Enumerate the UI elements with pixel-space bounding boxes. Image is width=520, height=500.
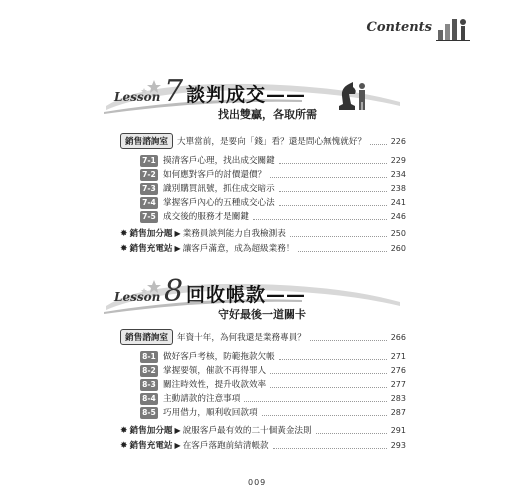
bonus-text: 讓客戶滿意，成為超級業務！ — [182, 244, 295, 254]
page-ref: 266 — [390, 332, 406, 342]
section-title: 掌握客戶內心的五種成交心法 — [163, 197, 275, 208]
intro-text: 年資十年，為何我還是業務專員？ — [176, 333, 306, 343]
dot-leader — [270, 387, 387, 388]
section-row[interactable] — [140, 195, 406, 209]
page-ref: 229 — [390, 155, 406, 165]
burst-icon: ✸ — [120, 244, 128, 254]
burst-icon: ✸ — [120, 441, 128, 451]
dot-leader — [279, 359, 387, 360]
dot-leader — [290, 236, 387, 237]
lesson-subtitle: 守好最後一道關卡 — [218, 308, 306, 321]
bonus-row[interactable] — [120, 226, 406, 240]
section-title: 做好客戶考核，防範拖款欠帳 — [163, 351, 275, 362]
lesson-8-banner — [110, 276, 410, 320]
triangle-arrow-icon: ▶ — [174, 229, 181, 238]
section-row[interactable] — [140, 167, 406, 181]
section-row[interactable] — [140, 363, 406, 377]
section-title: 摸清客戶心理，找出成交關鍵 — [163, 155, 275, 166]
burst-icon: ✸ — [120, 229, 128, 239]
dot-leader — [244, 401, 386, 402]
bonus-text: 業務員談判能力自我檢測表 — [182, 229, 286, 239]
bonus-tag: 銷售充電站 — [129, 244, 173, 254]
section-title: 關注時效性，提升收款效率 — [163, 379, 267, 390]
section-title: 如何應對客戶的討價還價？ — [163, 169, 267, 180]
triangle-arrow-icon: ▶ — [174, 441, 181, 450]
section-title: 成交後的服務才是關鍵 — [163, 211, 249, 222]
lesson-7-banner — [110, 76, 410, 120]
section-title: 掌握要領，催款不再得罪人 — [163, 365, 267, 376]
section-row[interactable] — [140, 405, 406, 419]
section-number: 8-4 — [140, 393, 158, 405]
intro-row[interactable] — [120, 134, 406, 148]
page-ref: 226 — [390, 136, 406, 146]
section-number: 8-1 — [140, 351, 158, 363]
page-ref: 277 — [390, 379, 406, 389]
bonus-row[interactable] — [120, 423, 406, 437]
dot-leader — [270, 177, 387, 178]
lesson-number: 7 — [164, 74, 184, 109]
page-ref: 234 — [390, 169, 406, 179]
section-number: 7-1 — [140, 155, 158, 167]
section-number: 7-3 — [140, 183, 158, 195]
bonus-text: 在客戶落跑前結清帳款 — [182, 441, 269, 451]
lesson-number: 8 — [164, 274, 184, 309]
burst-icon: ✸ — [120, 426, 128, 436]
lesson-word: Lesson — [114, 90, 161, 104]
chess-knight-businessman-icon — [335, 78, 369, 112]
dot-leader — [279, 205, 387, 206]
page-ref: 293 — [390, 440, 406, 450]
dot-leader — [310, 340, 387, 341]
dot-leader — [262, 415, 387, 416]
page-ref: 241 — [390, 197, 406, 207]
section-row[interactable] — [140, 153, 406, 167]
page-ref: 276 — [390, 365, 406, 375]
bonus-tag: 銷售加分題 — [129, 426, 173, 436]
section-row[interactable] — [140, 391, 406, 405]
lesson-subtitle: 找出雙贏，各取所需 — [218, 108, 317, 121]
lesson-title: 談判成交—— — [186, 84, 307, 106]
dot-leader — [253, 219, 387, 220]
section-number: 8-3 — [140, 379, 158, 391]
page-number: 009 — [248, 478, 267, 487]
dot-leader — [279, 163, 387, 164]
dot-leader — [370, 144, 387, 145]
bar-chart-people-icon — [436, 14, 470, 42]
section-number: 7-2 — [140, 169, 158, 181]
intro-row[interactable] — [120, 330, 406, 344]
bonus-row[interactable] — [120, 438, 406, 452]
triangle-arrow-icon: ▶ — [174, 244, 181, 253]
section-title: 主動請款的注意事項 — [163, 393, 241, 404]
page-ref: 283 — [390, 393, 406, 403]
page-ref: 250 — [390, 228, 406, 238]
lesson-title: 回收帳款—— — [186, 284, 307, 306]
section-number: 8-5 — [140, 407, 158, 419]
triangle-arrow-icon: ▶ — [174, 426, 181, 435]
page-ref: 246 — [390, 211, 406, 221]
page-ref: 291 — [390, 425, 406, 435]
intro-text: 大單當前，是要向「錢」看？還是問心無愧就好？ — [176, 137, 367, 147]
bonus-row[interactable] — [120, 241, 406, 255]
contents-heading: Contents — [366, 20, 432, 35]
dot-leader — [279, 191, 387, 192]
dot-leader — [273, 448, 387, 449]
bonus-tag: 銷售加分題 — [129, 229, 173, 239]
page-ref: 271 — [390, 351, 406, 361]
page-ref: 260 — [390, 243, 406, 253]
section-title: 識別購買訊號，抓住成交暗示 — [163, 183, 275, 194]
section-number: 8-2 — [140, 365, 158, 377]
bonus-text: 說服客戶最有效的二十個黃金法則 — [182, 426, 312, 436]
section-title: 巧用借力，順利收回款項 — [163, 407, 258, 418]
page-ref: 238 — [390, 183, 406, 193]
lesson-word: Lesson — [114, 290, 161, 304]
bonus-tag: 銷售充電站 — [129, 441, 173, 451]
section-row[interactable] — [140, 349, 406, 363]
dot-leader — [270, 373, 387, 374]
section-number: 7-4 — [140, 197, 158, 209]
dot-leader — [316, 433, 387, 434]
section-number: 7-5 — [140, 211, 158, 223]
section-row[interactable] — [140, 377, 406, 391]
page-ref: 287 — [390, 407, 406, 417]
consult-room-tag: 銷售諮詢室 — [120, 329, 173, 345]
section-row[interactable] — [140, 181, 406, 195]
section-row[interactable] — [140, 209, 406, 223]
consult-room-tag: 銷售諮詢室 — [120, 133, 173, 149]
dot-leader — [298, 251, 386, 252]
